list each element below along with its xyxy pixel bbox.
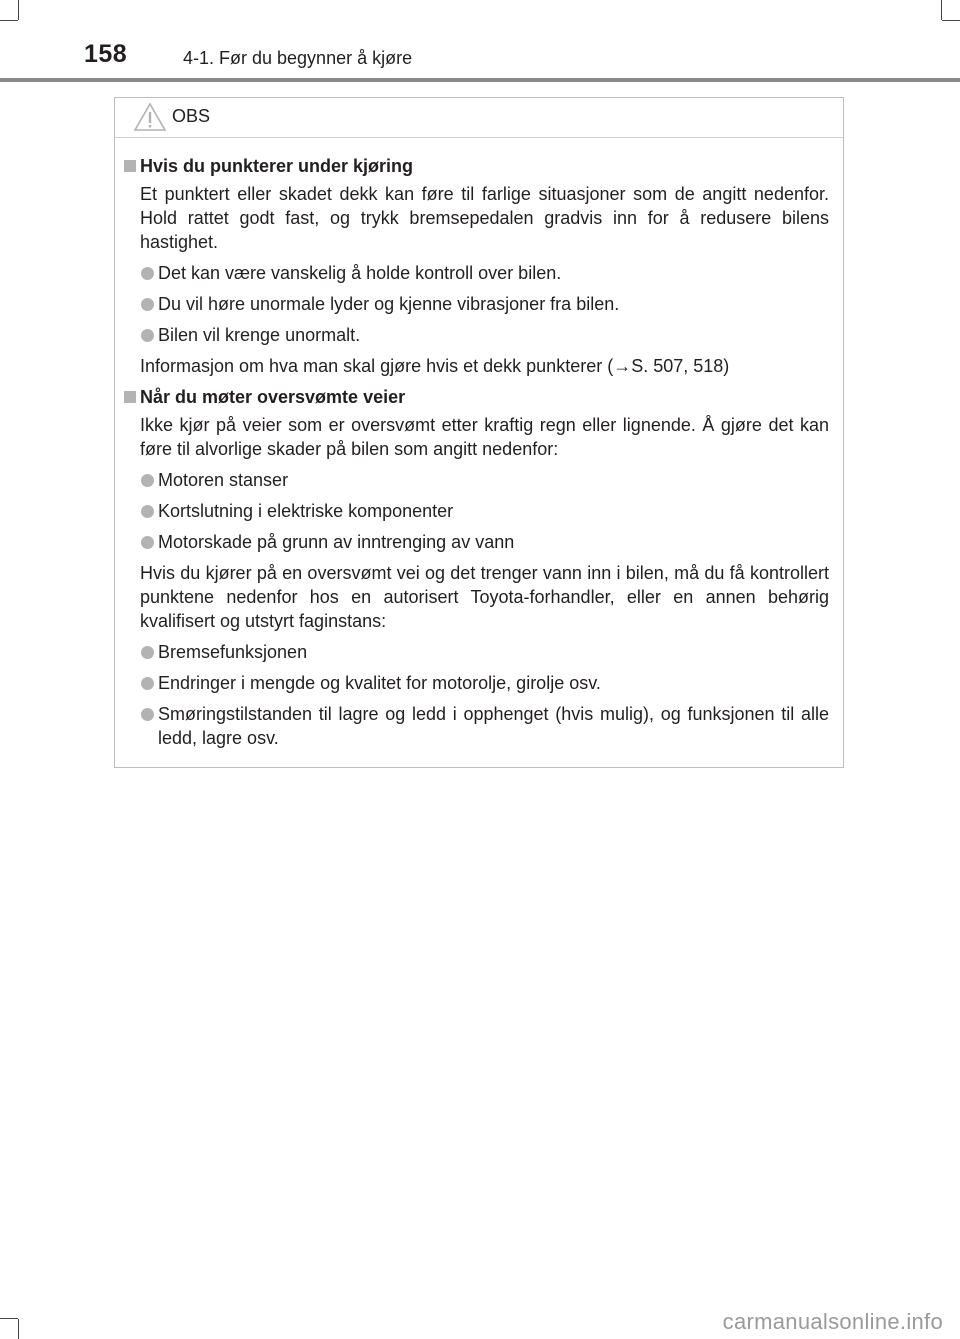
- circle-bullet-icon: [141, 267, 154, 280]
- section-heading: Hvis du punkterer under kjøring: [115, 154, 829, 178]
- crop-mark: [18, 1319, 19, 1339]
- page-number: 158: [84, 40, 128, 68]
- list-item: Bilen vil krenge unormalt.: [115, 323, 829, 347]
- circle-bullet-icon: [141, 536, 154, 549]
- square-bullet-icon: [124, 391, 136, 403]
- list-item: Endringer i mengde og kvalitet for motorolje, girolje osv.: [115, 671, 829, 695]
- list-item: Du vil høre unormale lyder og kjenne vibrasjoner fra bilen.: [115, 292, 829, 316]
- list-item: Motorskade på grunn av inntrenging av vann: [115, 530, 829, 554]
- section-heading: Når du møter oversvømte veier: [115, 385, 829, 409]
- circle-bullet-icon: [141, 298, 154, 311]
- circle-bullet-icon: [141, 708, 154, 721]
- crop-mark: [18, 0, 19, 20]
- header-rule: [0, 78, 960, 82]
- circle-bullet-icon: [141, 329, 154, 342]
- watermark: carmanualsonline.info: [722, 1309, 943, 1334]
- warning-triangle-icon: [133, 102, 167, 132]
- caution-notice-box: [114, 97, 844, 768]
- list-item: Smøringstilstanden til lagre og ledd i opphenget (hvis mulig), og funksjonen til alle ledd, lagre osv.: [115, 702, 829, 750]
- crop-mark: [941, 0, 942, 20]
- paragraph: Et punktert eller skadet dekk kan føre til farlige situasjoner som de angitt nedenfor. Hold rattet godt fast, og trykk bremsepedalen gradvis inn for å redusere bilens hastighet.: [140, 184, 829, 252]
- circle-bullet-icon: [141, 646, 154, 659]
- paragraph: Informasjon om hva man skal gjøre hvis et dekk punkterer (→S. 507, 518): [140, 356, 730, 376]
- list-item: Bremsefunksjonen: [115, 640, 829, 664]
- list-item: Motoren stanser: [115, 468, 829, 492]
- circle-bullet-icon: [141, 677, 154, 690]
- circle-bullet-icon: [141, 505, 154, 518]
- section-title: 4-1. Før du begynner å kjøre: [183, 48, 413, 68]
- crop-mark: [0, 1318, 18, 1319]
- crop-mark: [942, 20, 960, 21]
- paragraph: Hvis du kjører på en oversvømt vei og det trenger vann inn i bilen, må du få kontrollert punktene nedenfor hos en autorisert Toyota-forhandler, eller en annen behørig kvalifisert og utstyrt faginstans:: [140, 563, 829, 631]
- paragraph: Ikke kjør på veier som er oversvømt etter kraftig regn eller lignende. Å gjøre det kan føre til alvorlige skader på bilen som angitt nedenfor:: [140, 415, 829, 459]
- crop-mark: [0, 20, 18, 21]
- square-bullet-icon: [124, 160, 136, 172]
- circle-bullet-icon: [141, 474, 154, 487]
- notice-body: [115, 138, 843, 750]
- notice-label: OBS: [172, 106, 211, 126]
- list-item: Kortslutning i elektriske komponenter: [115, 499, 829, 523]
- list-item: Det kan være vanskelig å holde kontroll over bilen.: [115, 261, 829, 285]
- notice-header: [115, 98, 843, 138]
